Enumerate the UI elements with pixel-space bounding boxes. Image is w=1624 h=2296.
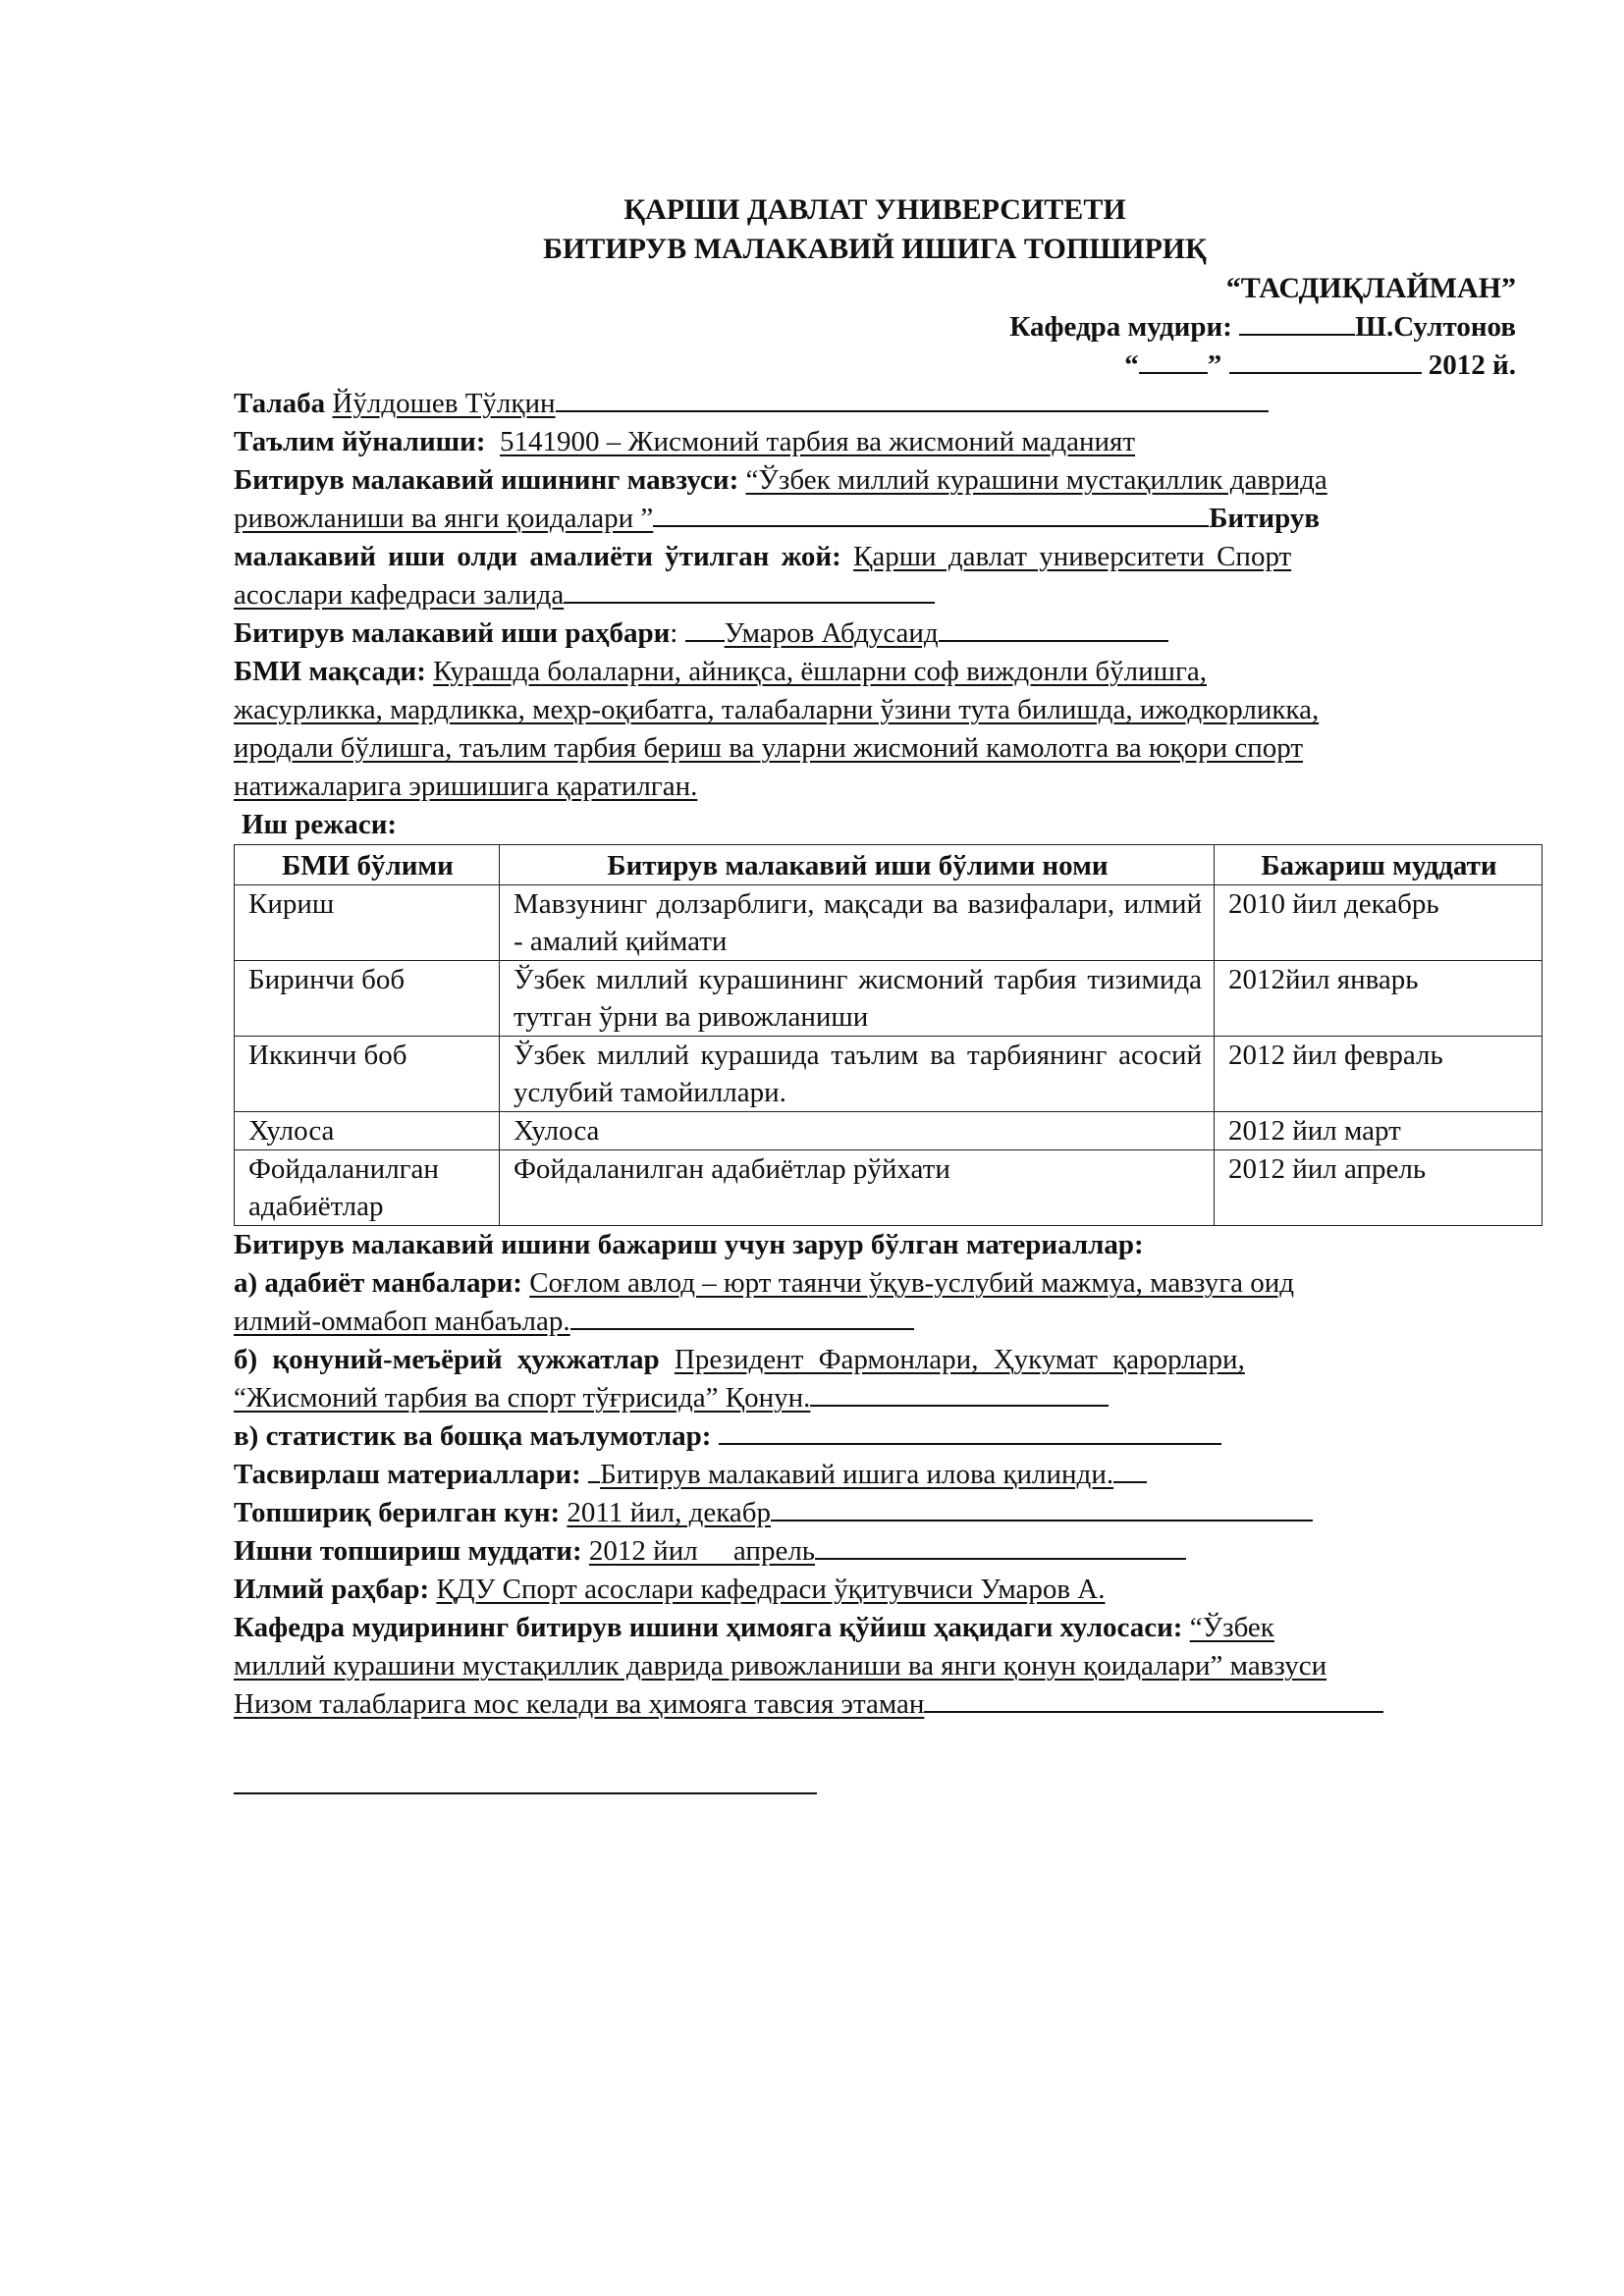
day-blank [1139, 371, 1208, 374]
deadline-line [234, 1532, 1516, 1571]
header-chapter-name: Битирув малакавий иши бўлими номи [500, 845, 1215, 885]
legal-docs-line-2 [234, 1379, 1516, 1417]
legal-docs-label: б) қонуний-меъёрий ҳужжатлар [234, 1344, 660, 1375]
table-header-row [235, 845, 1543, 885]
advisor-value: ҚДУ Спорт асослари кафедраси ўқитувчиси Умаров А. [436, 1574, 1106, 1605]
student-value: Йўлдошев Тўлқин [332, 388, 556, 419]
dept-head-label: Кафедра мудири: [1009, 311, 1232, 343]
table-row: Фойдаланилган адабиётлар Фойдаланилган адабиётлар рўйхати 2012 йил апрель [235, 1150, 1543, 1226]
supervisor-label: Битирув малакавий иши раҳбари [234, 617, 671, 649]
illustrations-line [234, 1456, 1516, 1494]
literature-line-2 [234, 1303, 1516, 1341]
dept-head-line [234, 308, 1516, 347]
university-title: ҚАРШИ ДАВЛАТ УНИВЕРСИТЕТИ [623, 193, 1126, 226]
supervisor-line: Битирув малакавий иши раҳбари: Умаров Абдусаид [234, 614, 1516, 653]
topic-line-2: ривожланиши ва янги қоидалари ” Битирув [234, 503, 1320, 534]
literature-label: а) адабиёт манбалари: [234, 1267, 522, 1299]
month-blank [1229, 371, 1422, 374]
student-line [234, 385, 1516, 423]
goal-line-4: натижаларига эришишига қаратилган. [234, 771, 698, 802]
table-row: Хулоса Хулоса 2012 йил март [235, 1112, 1543, 1150]
literature-value-1: Соғлом авлод – юрт таянчи ўқув-услубий мажмуа, мавзуга оид [529, 1267, 1295, 1299]
signature-blank [1239, 333, 1355, 336]
issued-value: 2011 йил, декабр [567, 1497, 771, 1528]
conclusion-value-3: Низом талабларига мос келади ва ҳимояга тавсия этаман [234, 1688, 925, 1720]
statistics-label: в) статистик ва бошқа маълумотлар: [234, 1420, 712, 1452]
illustrations-label: Тасвирлаш материаллари: [234, 1459, 581, 1490]
statistics-line [234, 1417, 1516, 1456]
place-line-2 [234, 576, 1516, 614]
task-title: БИТИРУВ МАЛАКАВИЙ ИШИГА ТОПШИРИҚ [543, 233, 1207, 265]
place-line [234, 538, 1516, 576]
work-plan-table [234, 844, 1543, 1226]
legal-docs-value-2: “Жисмоний тарбия ва спорт тўғрисида” Қонун. [234, 1382, 811, 1414]
conclusion-line-3 [234, 1685, 1516, 1724]
dept-head-name: Ш.Султонов [1355, 311, 1516, 343]
deadline-label: Ишни топшириш муддати: [234, 1535, 582, 1567]
table-row: Биринчи боб Ўзбек миллий курашининг жисмоний тарбия тизимида тутган ўрни ва ривожланиши 2012йил январь [235, 961, 1543, 1037]
document-content [234, 190, 1516, 1724]
illustrations-value: Битирув малакавий ишига илова қилинди. [600, 1459, 1114, 1490]
advisor-line [234, 1571, 1516, 1609]
approve-stamp-text: “ТАСДИҚЛАЙМАН” [1225, 272, 1516, 304]
topic-value-2: ривожланиши ва янги қоидалари ” [234, 503, 654, 534]
goal-line-2: жасурликка, мардликка, меҳр-оқибатга, талабаларни ўзини тута билишда, ижодкорликка, [234, 694, 1320, 725]
goal-line-1 [234, 653, 1516, 691]
goal-label: БМИ мақсади: [234, 656, 426, 687]
topic-line [234, 461, 1516, 500]
goal-line-3: иродали бўлишга, таълим тарбия бериш ва уларни жисмоний камолотга ва юқори спорт [234, 732, 1304, 764]
issued-label: Топшириқ берилган кун: [234, 1497, 561, 1528]
direction-line [234, 423, 1516, 461]
table-row: Кириш Мавзунинг долзарблиги, мақсади ва вазифалари, илмий - амалий қиймати 2010 йил декабрь [235, 885, 1543, 961]
signature-line [234, 1792, 817, 1794]
topic-label: Битирув малакавий ишининг мавзуси: [234, 464, 739, 496]
direction-value: 5141900 – Жисмоний тарбия ва жисмоний маданият [500, 426, 1136, 457]
conclusion-value-1: “Ўзбек [1189, 1612, 1274, 1643]
legal-docs-line [234, 1341, 1516, 1379]
place-value-2: асослари кафедраси залида [234, 579, 565, 611]
table-row: Иккинчи боб Ўзбек миллий курашида таълим ва тарбиянинг асосий услубий тамойиллари. 2012 йил февраль [235, 1037, 1543, 1112]
issued-line [234, 1494, 1516, 1532]
topic-value-1: “Ўзбек миллий курашини мустақиллик даврида [745, 464, 1327, 496]
conclusion-line-1 [234, 1609, 1516, 1647]
direction-label: Таълим йўналиши: [234, 426, 486, 457]
supervisor-value: Умаров Абдусаид [724, 617, 939, 649]
student-label: Талаба [234, 388, 326, 419]
header-deadline: Бажариш муддати [1215, 845, 1543, 885]
place-value-1: Қарши давлат университети Спорт [853, 541, 1292, 572]
plan-label: Иш режаси: [242, 809, 398, 840]
materials-heading: Битирув малакавий ишини бажариш учун зарур бўлган материаллар: [234, 1229, 1144, 1260]
literature-line [234, 1264, 1516, 1303]
place-label: малакавий иши олди амалиёти ўтилган жой: [234, 541, 841, 572]
approval-date-line: “ ” 2012 й. [1124, 349, 1516, 381]
deadline-value: 2012 йил апрель [588, 1535, 816, 1567]
header-section: БМИ бўлими [235, 845, 500, 885]
approval-year: 2012 й. [1428, 349, 1516, 381]
conclusion-line-2: миллий курашини мустақиллик даврида ривожланиши ва янги қонун қоидалари” мавзуси [234, 1650, 1327, 1682]
conclusion-label: Кафедра мудирининг битирув ишини ҳимояга қўйиш ҳақидаги хулосаси: [234, 1612, 1183, 1643]
advisor-label: Илмий раҳбар: [234, 1574, 430, 1605]
literature-value-2: илмий-оммабоп манбаълар. [234, 1306, 570, 1337]
goal-value-1: Курашда болаларни, айниқса, ёшларни соф виждонли бўлишга, [433, 656, 1207, 687]
legal-docs-value-1: Президент Фармонлари, Ҳукумат қарорлари, [674, 1344, 1245, 1375]
